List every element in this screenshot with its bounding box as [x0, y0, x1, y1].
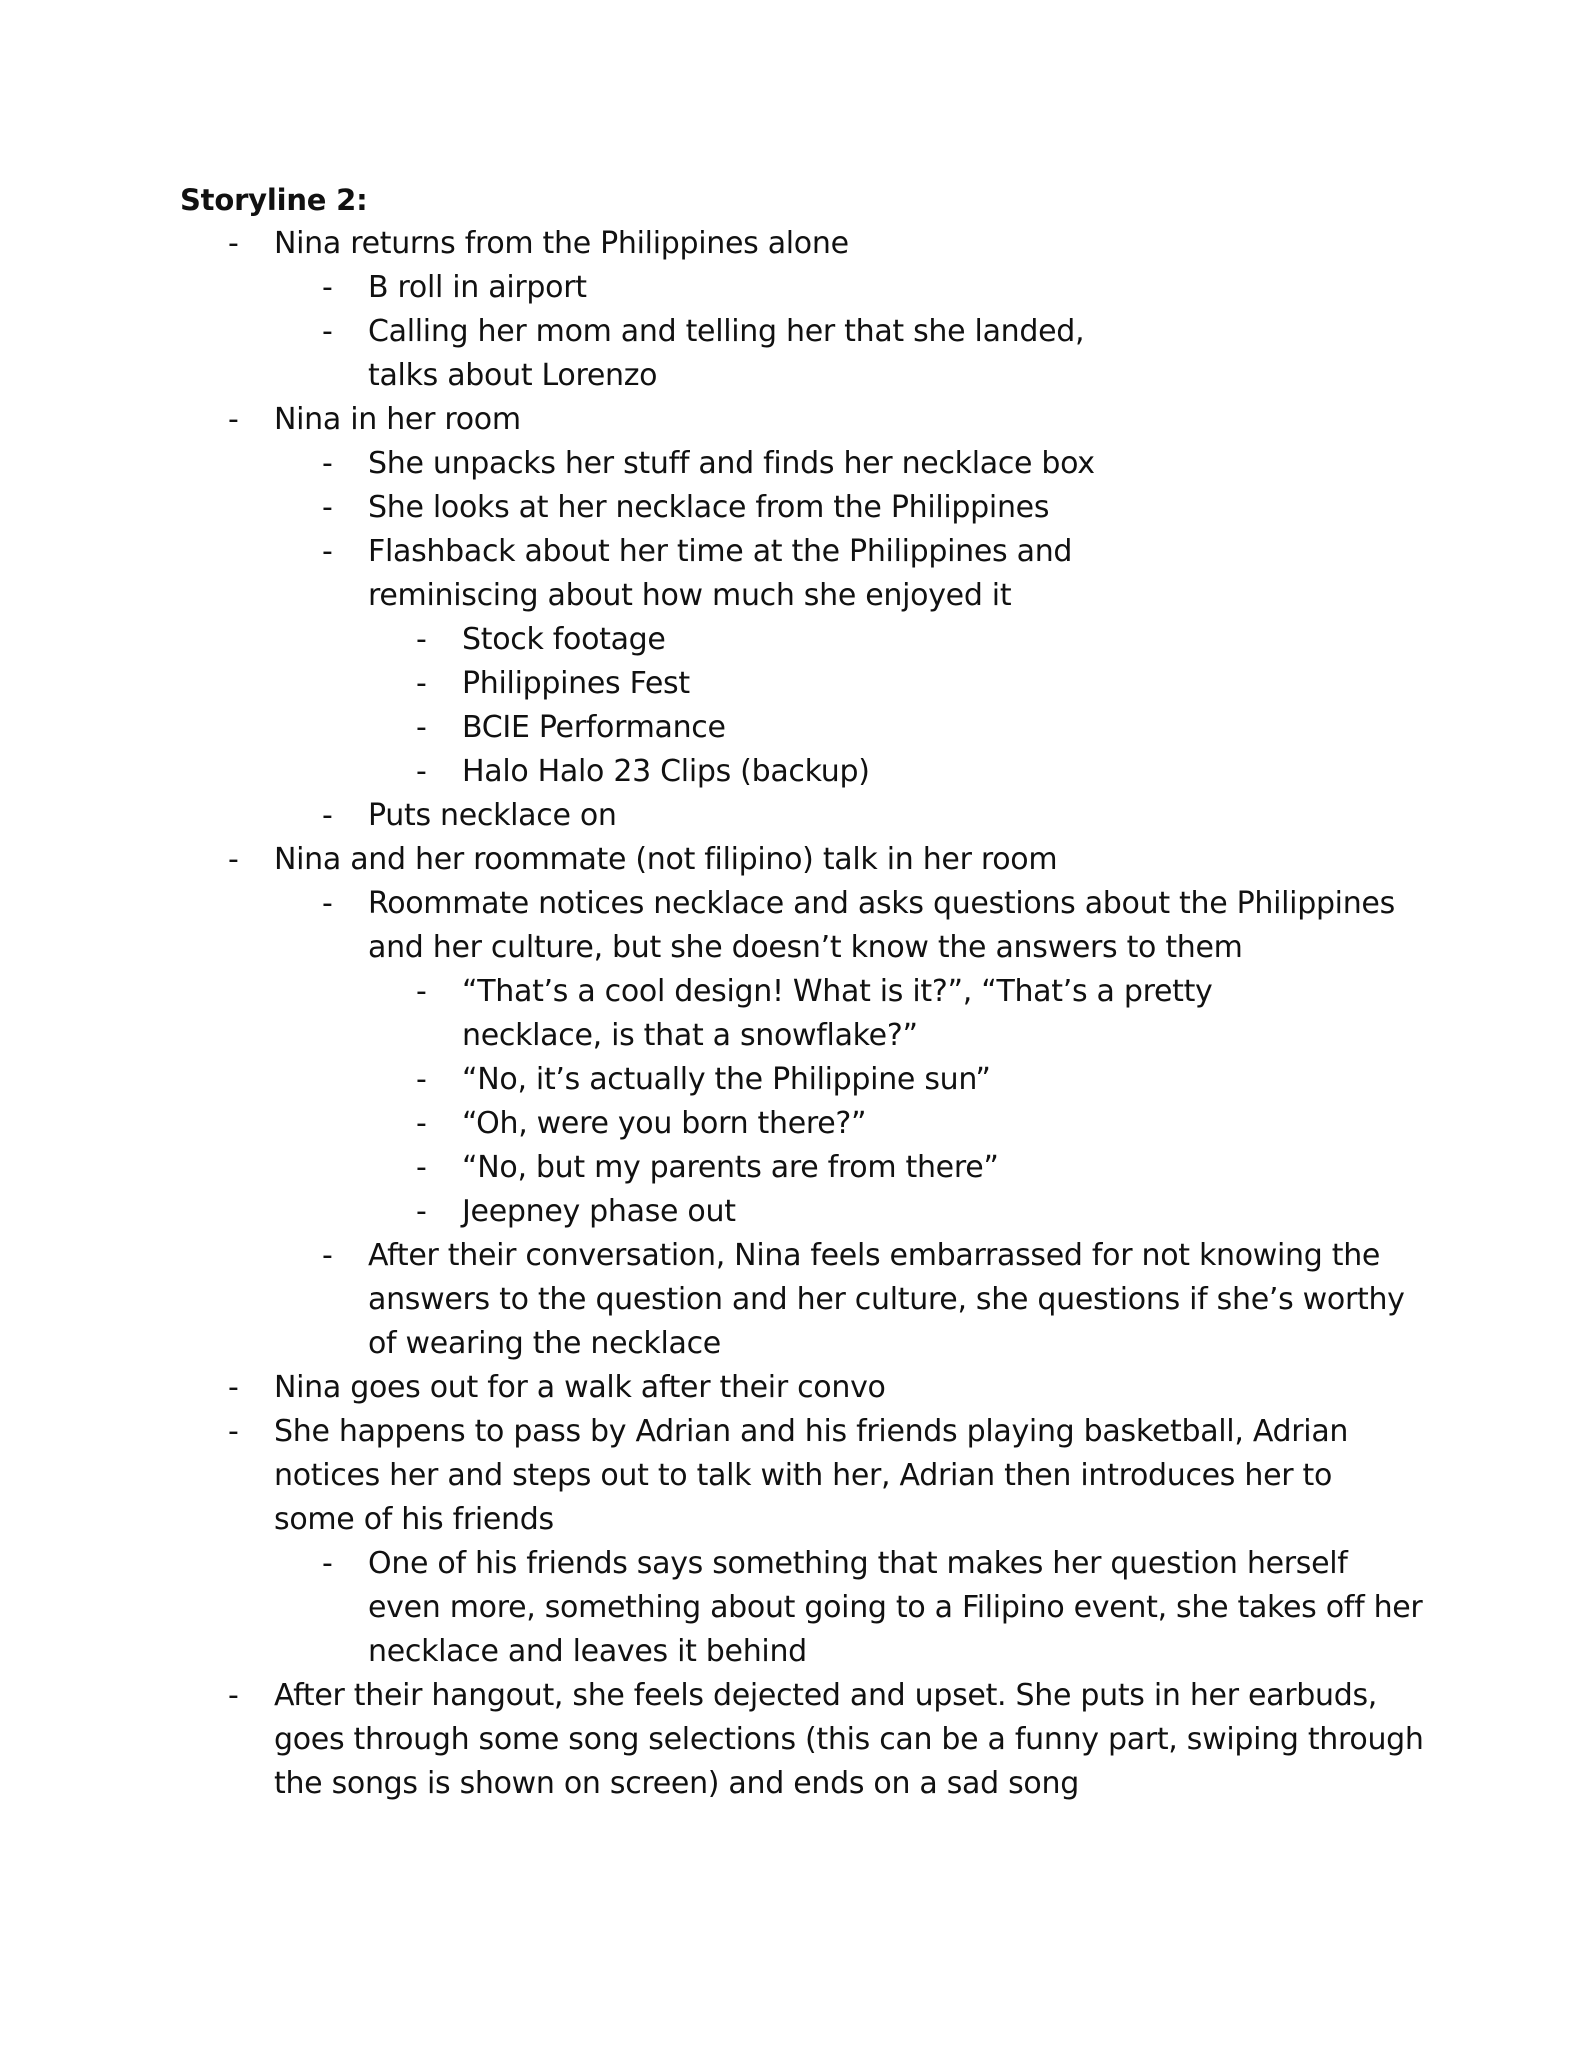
- sub-list: [274, 442, 1420, 838]
- list-item: - Calling her mom and telling her that she landed, talks about Lorenzo: [274, 310, 1128, 398]
- list-item: - BCIE Performance: [368, 706, 1148, 750]
- sub-list: [274, 882, 1420, 1366]
- bullet-dash: -: [322, 1546, 333, 1581]
- list-item: - Philippines Fest: [368, 662, 1148, 706]
- list-item: - She looks at her necklace from the Philippines: [274, 486, 1420, 530]
- list-item: - Roommate notices necklace and asks questions about the Philippines and her culture, but she doesn’t know the answers to them - “That’s a cool design! What is it?”, “That’s a pretty necklace, is that a snowflake?” - “No, it’s actually the Philippine sun” - “Oh, were you born there?” - “No, but my parents are from there” - Jeepney phase out: [274, 882, 1418, 1234]
- sub-sub-list: [368, 970, 1418, 1234]
- bullet-dash: -: [416, 1062, 427, 1097]
- bullet-dash: -: [322, 534, 333, 569]
- sub-list: [274, 266, 1420, 398]
- bullet-dash: -: [416, 622, 427, 657]
- list-item: - After their conversation, Nina feels embarrassed for not knowing the answers to the question and her culture, she questions if she’s worthy of wearing the necklace: [274, 1234, 1428, 1366]
- outline-list: [180, 222, 1424, 1806]
- bullet-dash: -: [228, 402, 239, 437]
- list-item: - “Oh, were you born there?”: [368, 1102, 1418, 1146]
- bullet-dash: -: [322, 446, 333, 481]
- bullet-dash: -: [416, 666, 427, 701]
- bullet-dash: -: [322, 314, 333, 349]
- list-item: - “No, but my parents are from there”: [368, 1146, 1418, 1190]
- bullet-dash: -: [416, 1150, 427, 1185]
- list-item: - After their hangout, she feels dejected and upset. She puts in her earbuds, goes through some song selections (this can be a funny part, swiping through the songs is shown on screen) and ends on a sad song: [180, 1674, 1424, 1806]
- list-item: - Puts necklace on: [274, 794, 1420, 838]
- list-item: - Halo Halo 23 Clips (backup): [368, 750, 1148, 794]
- document-body: [180, 178, 1424, 1806]
- bullet-dash: -: [228, 1414, 239, 1449]
- bullet-dash: -: [228, 1370, 239, 1405]
- list-item: - Stock footage: [368, 618, 1148, 662]
- list-item: - Nina returns from the Philippines alone - B roll in airport - Calling her mom and telling her that she landed, talks about Lorenzo: [180, 222, 1420, 398]
- bullet-dash: -: [416, 754, 427, 789]
- list-item: - B roll in airport: [274, 266, 1420, 310]
- bullet-dash: -: [322, 1238, 333, 1273]
- bullet-dash: -: [322, 490, 333, 525]
- list-item: - Flashback about her time at the Philippines and reminiscing about how much she enjoyed it - Stock footage - Philippines Fest - BCIE Performance - Halo Halo 23 Clips (backup): [274, 530, 1148, 794]
- bullet-dash: -: [416, 1194, 427, 1229]
- bullet-dash: -: [416, 710, 427, 745]
- list-item: - Jeepney phase out: [368, 1190, 1418, 1234]
- list-item: - Nina in her room - She unpacks her stuff and finds her necklace box - She looks at her necklace from the Philippines - Flashback about her time at the Philippines and reminiscing about how much she enjoyed it - Stock footage - Philippines Fest - BCIE Performance - Halo Halo 23 Clips (backup) - Puts necklace on: [180, 398, 1420, 838]
- list-item: - Nina goes out for a walk after their convo: [180, 1366, 1420, 1410]
- list-item: - One of his friends says something that makes her question herself even more, something about going to a Filipino event, she takes off her necklace and leaves it behind: [274, 1542, 1428, 1674]
- bullet-dash: -: [228, 842, 239, 877]
- list-item: - She happens to pass by Adrian and his friends playing basketball, Adrian notices her and steps out to talk with her, Adrian then introduces her to some of his friends - One of his friends says something that makes her question herself even more, something about going to a Filipino event, she takes off her necklace and leaves it behind: [180, 1410, 1374, 1674]
- bullet-dash: -: [416, 974, 427, 1009]
- bullet-dash: -: [322, 886, 333, 921]
- bullet-dash: -: [416, 1106, 427, 1141]
- bullet-dash: -: [228, 226, 239, 261]
- list-item: - She unpacks her stuff and finds her necklace box: [274, 442, 1420, 486]
- sub-list: [274, 1542, 1423, 1674]
- list-item: - “No, it’s actually the Philippine sun”: [368, 1058, 1418, 1102]
- bullet-dash: -: [228, 1678, 239, 1713]
- bullet-dash: -: [322, 270, 333, 305]
- list-item: - “That’s a cool design! What is it?”, “That’s a pretty necklace, is that a snowflake?”: [368, 970, 1312, 1058]
- sub-sub-list: [368, 618, 1148, 794]
- bullet-dash: -: [322, 798, 333, 833]
- page-title: Storyline 2:: [180, 183, 368, 217]
- list-item: - Nina and her roommate (not filipino) talk in her room - Roommate notices necklace and asks questions about the Philippines and her culture, but she doesn’t know the answers to them - “That’s a cool design! What is it?”, “That’s a pretty necklace, is that a snowflake?” - “No, it’s actually the Philippine sun” - “Oh, were you born there?” - “No, but my parents are from there” - Jeepney phase out - After their conversation, Nina feels embarrassed for not knowing the answers to the question and her culture, she questions if she’s worthy of wearing the necklace: [180, 838, 1420, 1366]
